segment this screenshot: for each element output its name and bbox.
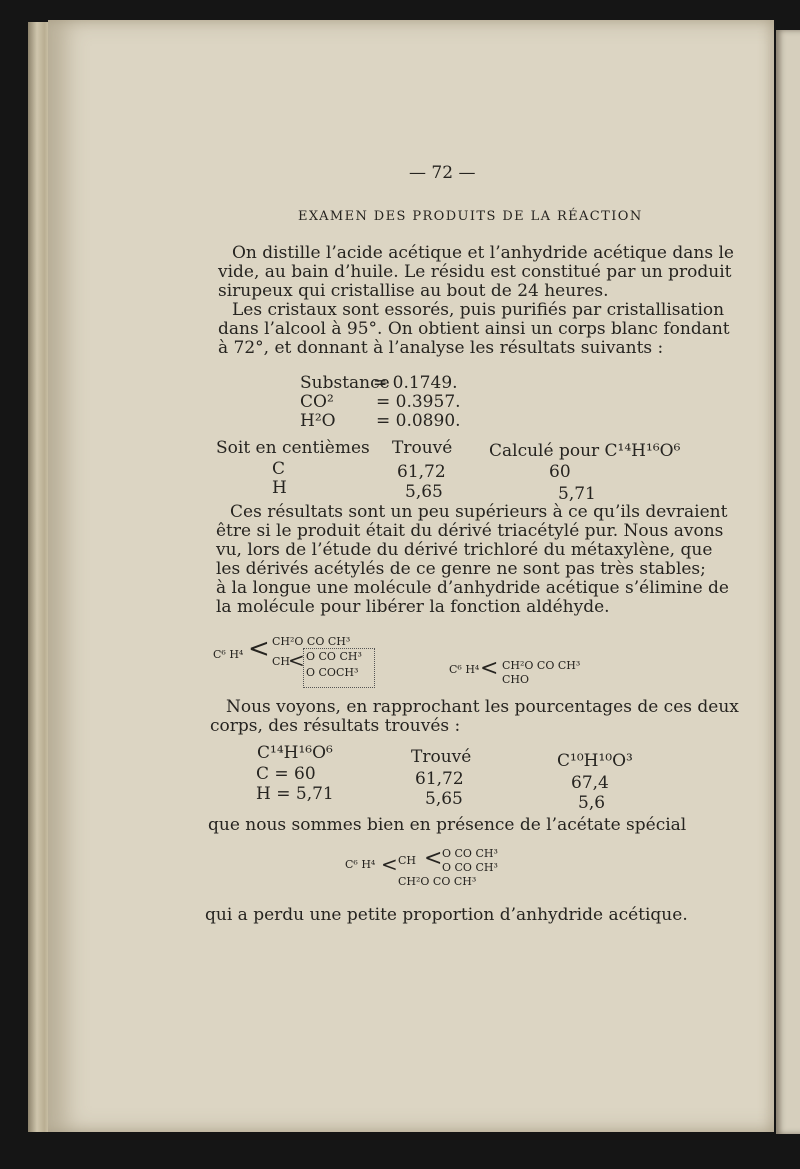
table1-header: Trouvé (392, 438, 453, 458)
paragraph-3 (210, 697, 739, 736)
formula1-dotted-box (303, 648, 375, 688)
facing-page-edge (776, 30, 800, 1134)
table2-cell: H = 5,71 (256, 784, 334, 804)
formula3-bond: < (424, 846, 443, 871)
table1-cell: 5,65 (405, 482, 443, 502)
formula1-branch1: O CO CH³ (306, 650, 362, 663)
paragraph-line: On distille l’acide acétique et l’anhydride acétique dans le (232, 243, 734, 263)
table1-cell: H (272, 478, 287, 498)
table1-header: Calculé pour C¹⁴H¹⁶O⁶ (489, 441, 681, 461)
formula3-bottom: CH²O CO CH³ (398, 875, 477, 888)
final-line: qui a perdu une petite proportion d’anhydride acétique. (205, 905, 688, 925)
table2-cell: 67,4 (571, 773, 609, 793)
table2-cell: C = 60 (256, 764, 316, 784)
paragraph-line: la molécule pour libérer la fonction aldéhyde. (216, 597, 610, 617)
analysis-label: H²O (300, 411, 336, 431)
analysis-value: = 0.3957. (376, 392, 461, 412)
paragraph-line: sirupeux qui cristallise au bout de 24 heures. (218, 281, 609, 301)
table2-cell: 5,65 (425, 789, 463, 809)
table2-cell: 61,72 (415, 769, 464, 789)
paragraph-line: à la longue une molécule d’anhydride acétique s’élimine de (216, 578, 729, 598)
paragraph-line: Nous voyons, en rapprochant les pourcentages de ces deux (226, 697, 739, 717)
table1-cell: 60 (549, 462, 571, 482)
formula2-bond: < (480, 656, 499, 681)
formula3-ch: CH (398, 854, 417, 867)
table2-cell: 5,6 (578, 793, 606, 813)
formula1-bond: < (248, 634, 270, 664)
paragraph-line: les dérivés acétylés de ce genre ne sont pas très stables; (216, 559, 706, 579)
page-number: — 72 — (409, 163, 476, 183)
formula3-branch2: O CO CH³ (442, 861, 498, 874)
paragraph-1 (218, 243, 734, 358)
formula1-branch2: O COCH³ (306, 666, 359, 679)
running-head: EXAMEN DES PRODUITS DE LA RÉACTION (298, 209, 643, 224)
formula3-c6h4: C⁶ H⁴ (345, 858, 376, 871)
special-acetate-line: que nous sommes bien en présence de l’acétate spécial (208, 815, 687, 835)
formula2-c6h4: C⁶ H⁴ (449, 663, 480, 676)
paragraph-line: être si le produit était du dérivé triacétylé pur. Nous avons (216, 521, 724, 541)
paragraph-line: Ces résultats sont un peu supérieurs à ce qu’ils devraient (230, 502, 728, 522)
paragraph-line: vu, lors de l’étude du dérivé trichloré du métaxylène, que (216, 540, 713, 560)
table1-cell: 5,71 (558, 484, 596, 504)
formula3-branch1: O CO CH³ (442, 847, 498, 860)
paragraph-2 (216, 502, 729, 617)
analysis-label: CO² (300, 392, 334, 412)
formula1-ch: CH (272, 655, 291, 668)
table2-header: C¹⁰H¹⁰O³ (557, 751, 633, 771)
formula2-top: CH²O CO CH³ (502, 659, 581, 672)
analysis-label: Substance (300, 373, 390, 393)
analysis-value: = 0.0890. (376, 411, 461, 431)
table2-header: Trouvé (411, 747, 472, 767)
formula2-bottom: CHO (502, 673, 530, 686)
formula3-bond: < (381, 852, 398, 876)
table1-cell: 61,72 (397, 462, 446, 482)
paragraph-line: dans l’alcool à 95°. On obtient ainsi un corps blanc fondant (218, 319, 730, 339)
paragraph-line: à 72°, et donnant à l’analyse les résultats suivants : (218, 338, 664, 358)
table1-cell: C (272, 459, 286, 479)
paragraph-line: vide, au bain d’huile. Le résidu est constitué par un produit (218, 262, 732, 282)
paragraph-line: corps, des résultats trouvés : (210, 716, 461, 736)
table1-header: Soit en centièmes (216, 438, 370, 458)
table2-header: C¹⁴H¹⁶O⁶ (257, 743, 333, 763)
formula1-bond: < (288, 648, 305, 672)
paragraph-line: Les cristaux sont essorés, puis purifiés par cristallisation (232, 300, 725, 320)
formula1-c6h4: C⁶ H⁴ (213, 648, 244, 661)
analysis-value: = 0.1749. (373, 373, 458, 393)
formula1-top: CH²O CO CH³ (272, 635, 351, 648)
